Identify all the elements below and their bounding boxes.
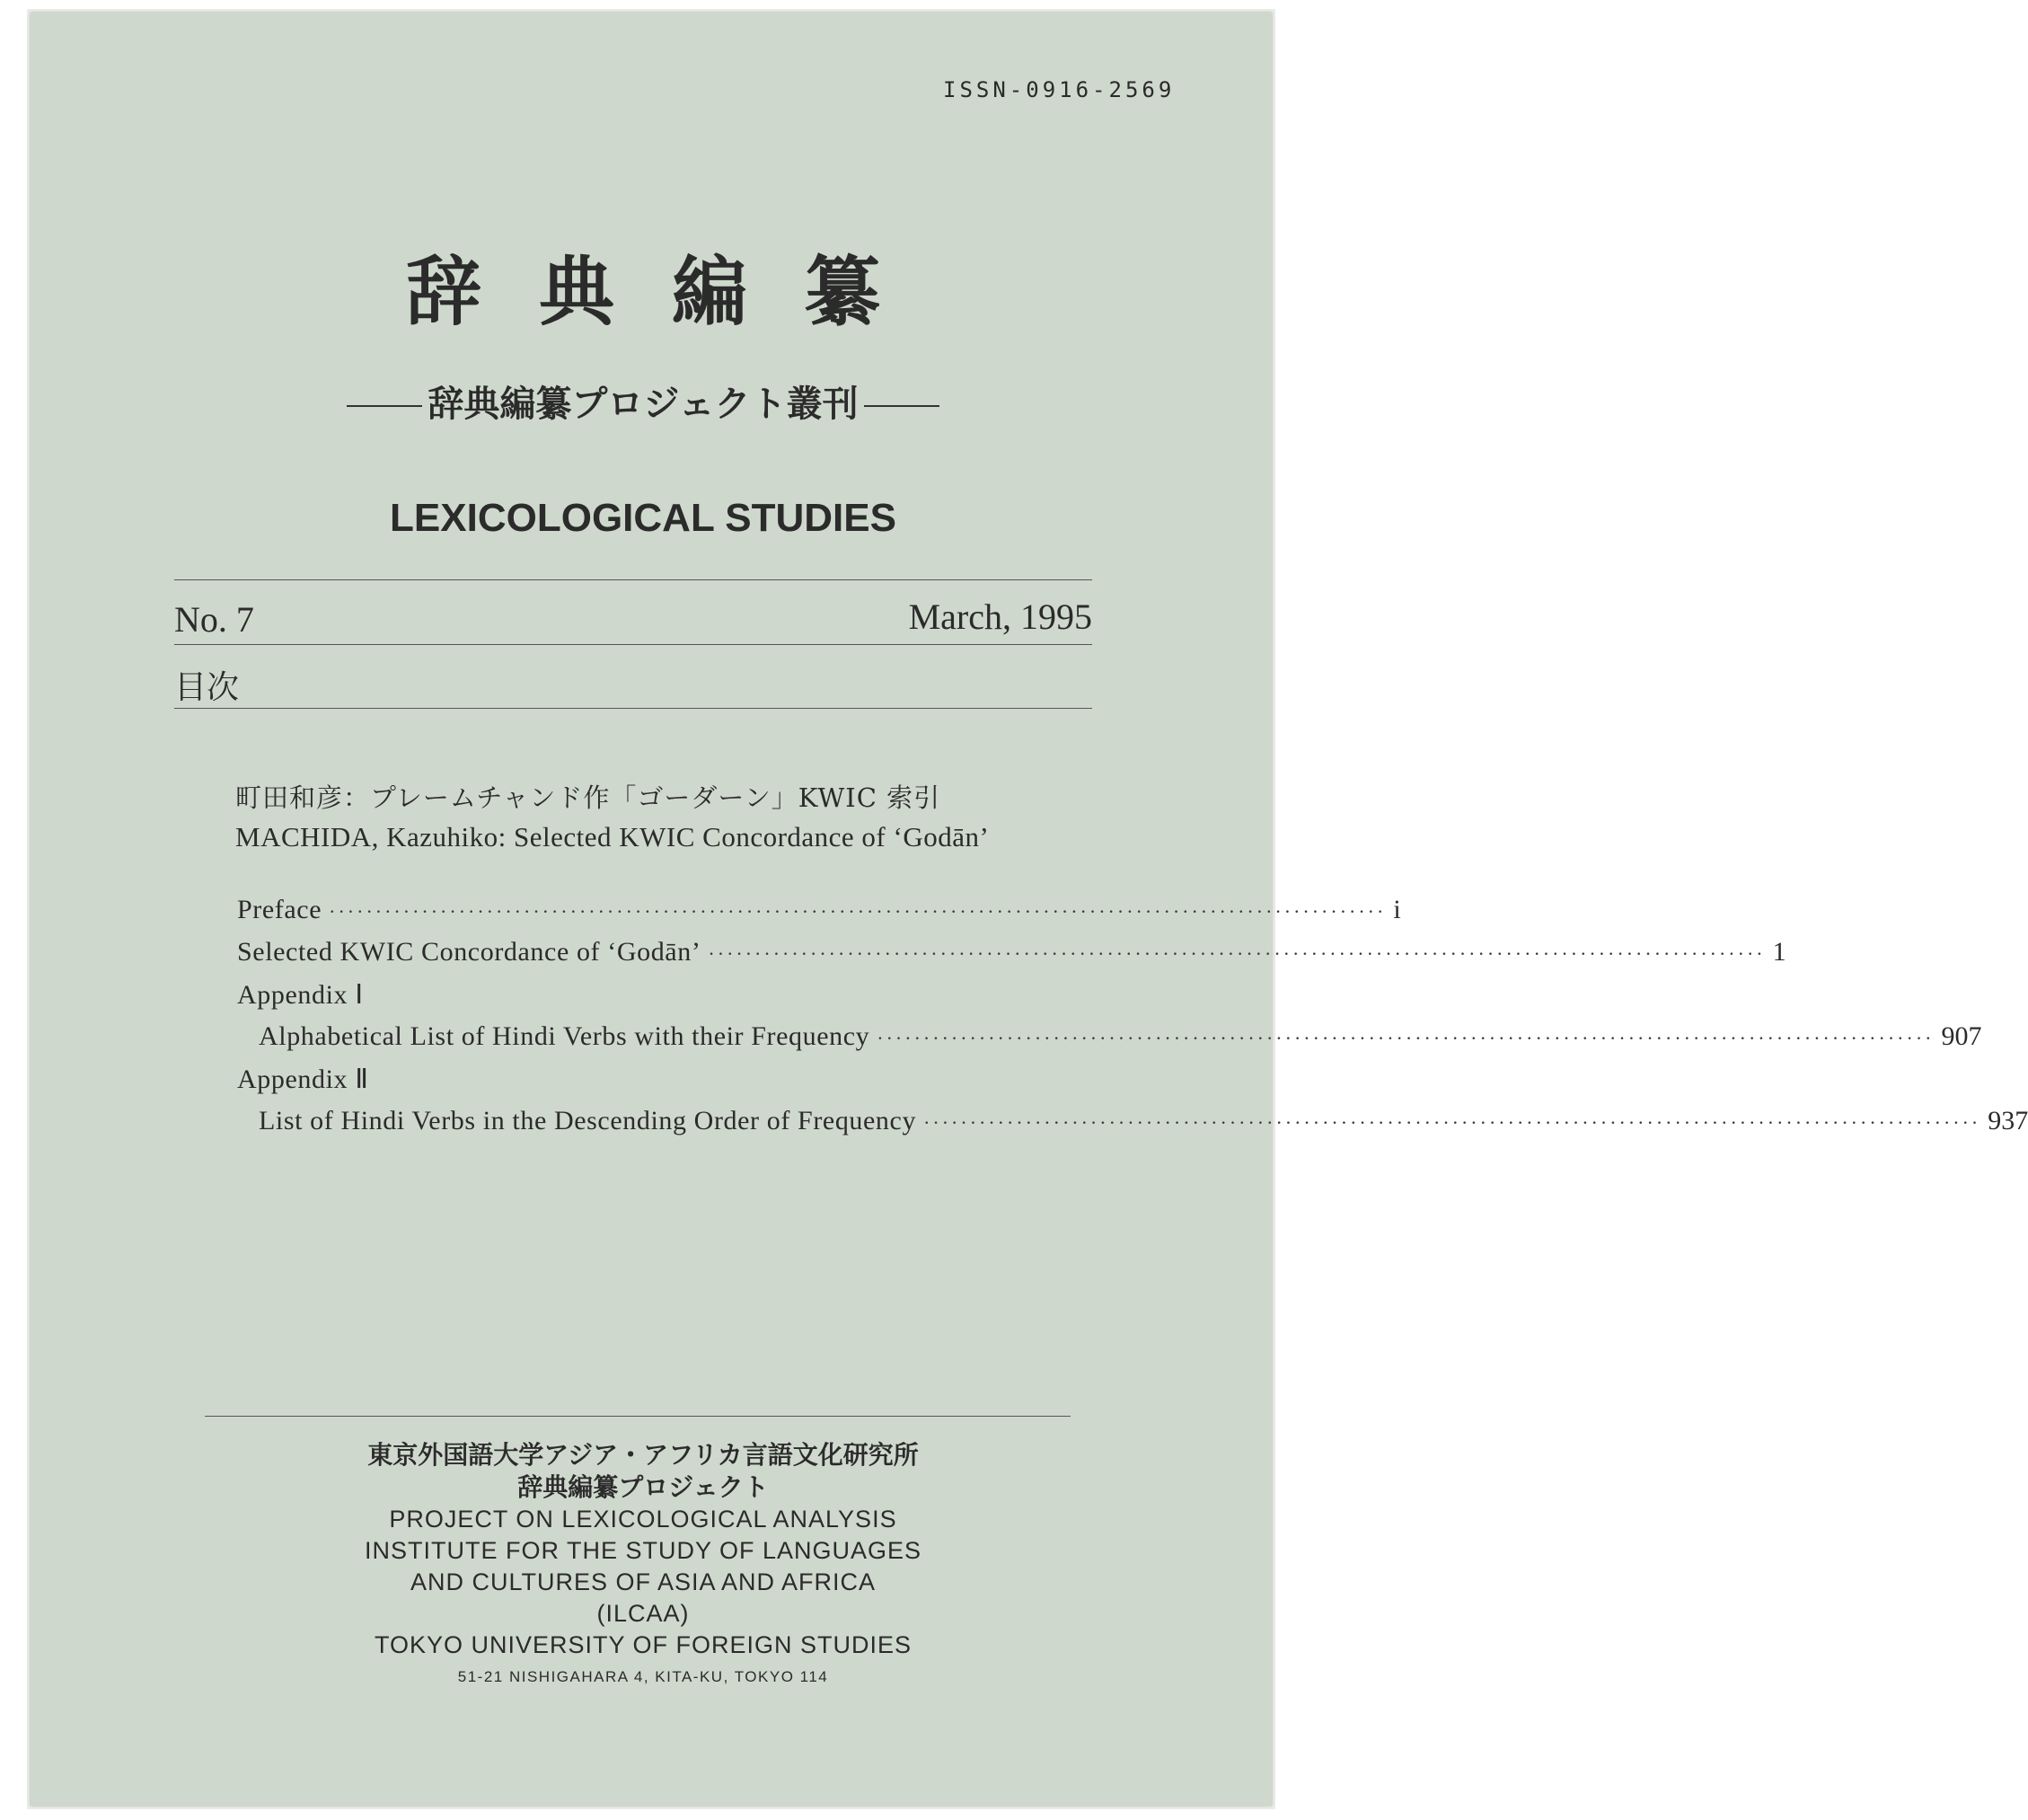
rule-bottom xyxy=(174,708,1092,709)
publisher-line-1: PROJECT ON LEXICOLOGICAL ANALYSIS xyxy=(389,1506,897,1533)
toc-entry-concordance xyxy=(237,937,1786,967)
toc-entry-appendix-1: Appendix Ⅰ xyxy=(237,980,364,1010)
toc-page: 1 xyxy=(1772,937,1786,967)
title-english: LEXICOLOGICAL STUDIES xyxy=(390,496,896,540)
issue-date: March, 1995 xyxy=(908,596,1092,637)
dash-right xyxy=(864,405,939,407)
toc-heading: 目次 xyxy=(174,669,240,706)
publisher-line-3: AND CULTURES OF ASIA AND AFRICA xyxy=(410,1568,877,1595)
issn-number: ISSN-0916-2569 xyxy=(943,77,1176,102)
toc-leader: ·················································································································· xyxy=(877,1027,1935,1049)
toc-leader: ·················································································································· xyxy=(708,942,1766,965)
toc-entry-appendix-2: Appendix Ⅱ xyxy=(237,1065,369,1094)
toc-label: List of Hindi Verbs in the Descending Order of Frequency xyxy=(259,1106,917,1135)
toc-page: 937 xyxy=(1988,1106,2028,1135)
title-japanese: 辞典編纂 xyxy=(405,248,938,336)
rule-middle xyxy=(174,644,1092,645)
subtitle-text: 辞典編纂プロジェクト叢刊 xyxy=(428,384,859,425)
toc-leader: ·················································································································· xyxy=(923,1111,1981,1134)
publisher-project-japanese: 辞典編纂プロジェクト xyxy=(517,1472,769,1502)
publisher-rule xyxy=(205,1416,1071,1417)
publisher-institute-japanese: 東京外国語大学アジア・アフリカ言語文化研究所 xyxy=(367,1440,919,1470)
toc-page: i xyxy=(1393,895,1401,924)
issue-number: No. 7 xyxy=(174,599,254,640)
author-title-japanese: 町田和彦：プレームチャンド作「ゴーダーン」KWIC 索引 xyxy=(235,782,941,813)
toc-entry-preface xyxy=(237,895,1401,925)
publisher-line-4: (ILCAA) xyxy=(596,1600,690,1627)
toc-entry-appendix-1-item xyxy=(259,1021,1982,1052)
toc-page: 907 xyxy=(1941,1021,1982,1051)
rule-top xyxy=(174,579,1092,580)
publisher-address: 51-21 NISHIGAHARA 4, KITA-KU, TOKYO 114 xyxy=(457,1668,829,1685)
toc-entry-appendix-2-item xyxy=(259,1106,2028,1136)
subtitle-japanese xyxy=(0,375,1286,427)
publisher-line-2: INSTITUTE FOR THE STUDY OF LANGUAGES xyxy=(364,1537,922,1564)
toc-leader: ·················································································································· xyxy=(329,900,1387,923)
dash-left xyxy=(347,405,422,407)
toc-label: Selected KWIC Concordance of ‘Godān’ xyxy=(237,937,701,967)
publisher-line-5: TOKYO UNIVERSITY OF FOREIGN STUDIES xyxy=(374,1631,913,1658)
author-title-english: MACHIDA, Kazuhiko: Selected KWIC Concordance of ‘Godān’ xyxy=(235,821,990,853)
toc-label: Alphabetical List of Hindi Verbs with their Frequency xyxy=(259,1021,870,1051)
toc-label: Preface xyxy=(237,895,322,924)
